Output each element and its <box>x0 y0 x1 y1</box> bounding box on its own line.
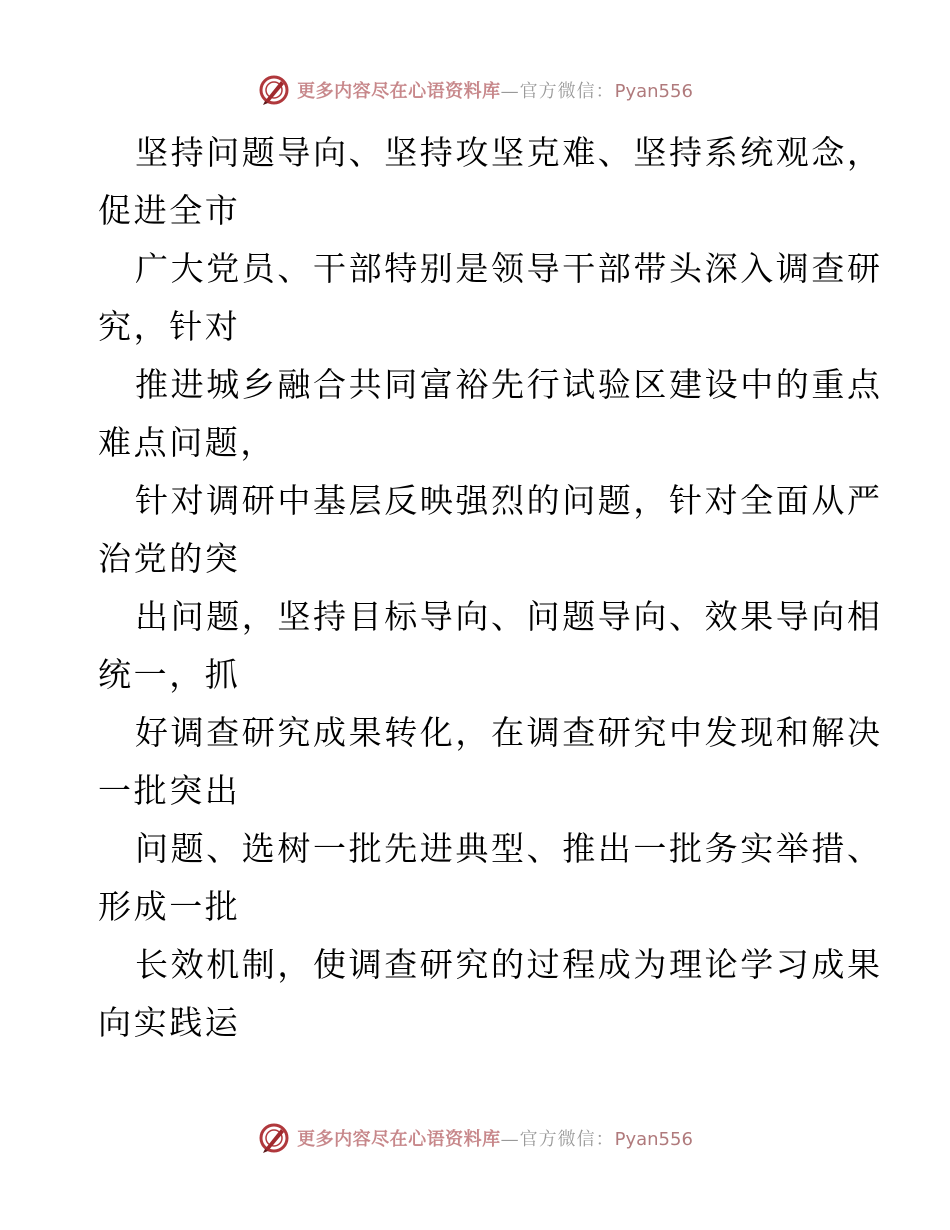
paragraph <box>98 820 883 936</box>
paragraph <box>98 704 883 820</box>
paragraph-line: 向实践运 <box>98 1003 241 1042</box>
footer-watermark <box>0 1118 950 1158</box>
watermark-official-label: 官方微信： <box>519 81 615 102</box>
paragraph <box>98 936 883 1052</box>
watermark-official-label: 官方微信： <box>519 1129 615 1150</box>
paragraph <box>98 356 883 472</box>
paragraph-line: 促进全市 <box>98 191 241 230</box>
watermark-separator: — <box>500 1129 520 1150</box>
header-watermark <box>0 70 950 110</box>
watermark-wechat-id: Pyan556 <box>614 1129 693 1150</box>
paragraph-line: 针对调研中基层反映强烈的问题，针对全面从严 <box>135 481 883 520</box>
paragraph-line: 广大党员、干部特别是领导干部带头深入调查研 <box>135 249 883 288</box>
paragraph-line: 治党的突 <box>98 539 241 578</box>
paragraph <box>98 124 883 240</box>
paragraph-line: 长效机制，使调查研究的过程成为理论学习成果 <box>135 945 883 984</box>
paragraph-line: 一批突出 <box>98 771 241 810</box>
paragraph <box>98 472 883 588</box>
watermark-text <box>297 1125 693 1151</box>
watermark-brand: 更多内容尽在心语资料库 <box>297 1129 501 1150</box>
document-body <box>98 124 883 1052</box>
paragraph-line: 好调查研究成果转化，在调查研究中发现和解决 <box>135 713 883 752</box>
paragraph-line: 难点问题， <box>98 423 276 462</box>
paragraph-line: 出问题，坚持目标导向、问题导向、效果导向相 <box>135 597 883 636</box>
watermark-brand: 更多内容尽在心语资料库 <box>297 81 501 102</box>
paragraph <box>98 240 883 356</box>
paragraph-line: 坚持问题导向、坚持攻坚克难、坚持系统观念， <box>135 133 883 172</box>
watermark-separator: — <box>500 81 520 102</box>
paragraph-line: 推进城乡融合共同富裕先行试验区建设中的重点 <box>135 365 883 404</box>
paragraph-line: 问题、选树一批先进典型、推出一批务实举措、 <box>135 829 883 868</box>
pen-circle-logo-icon <box>257 73 291 107</box>
paragraph-line: 究，针对 <box>98 307 241 346</box>
watermark-text <box>297 77 693 103</box>
pen-circle-logo-icon <box>257 1121 291 1155</box>
paragraph-line: 形成一批 <box>98 887 241 926</box>
watermark-wechat-id: Pyan556 <box>614 81 693 102</box>
paragraph-line: 统一，抓 <box>98 655 241 694</box>
paragraph <box>98 588 883 704</box>
